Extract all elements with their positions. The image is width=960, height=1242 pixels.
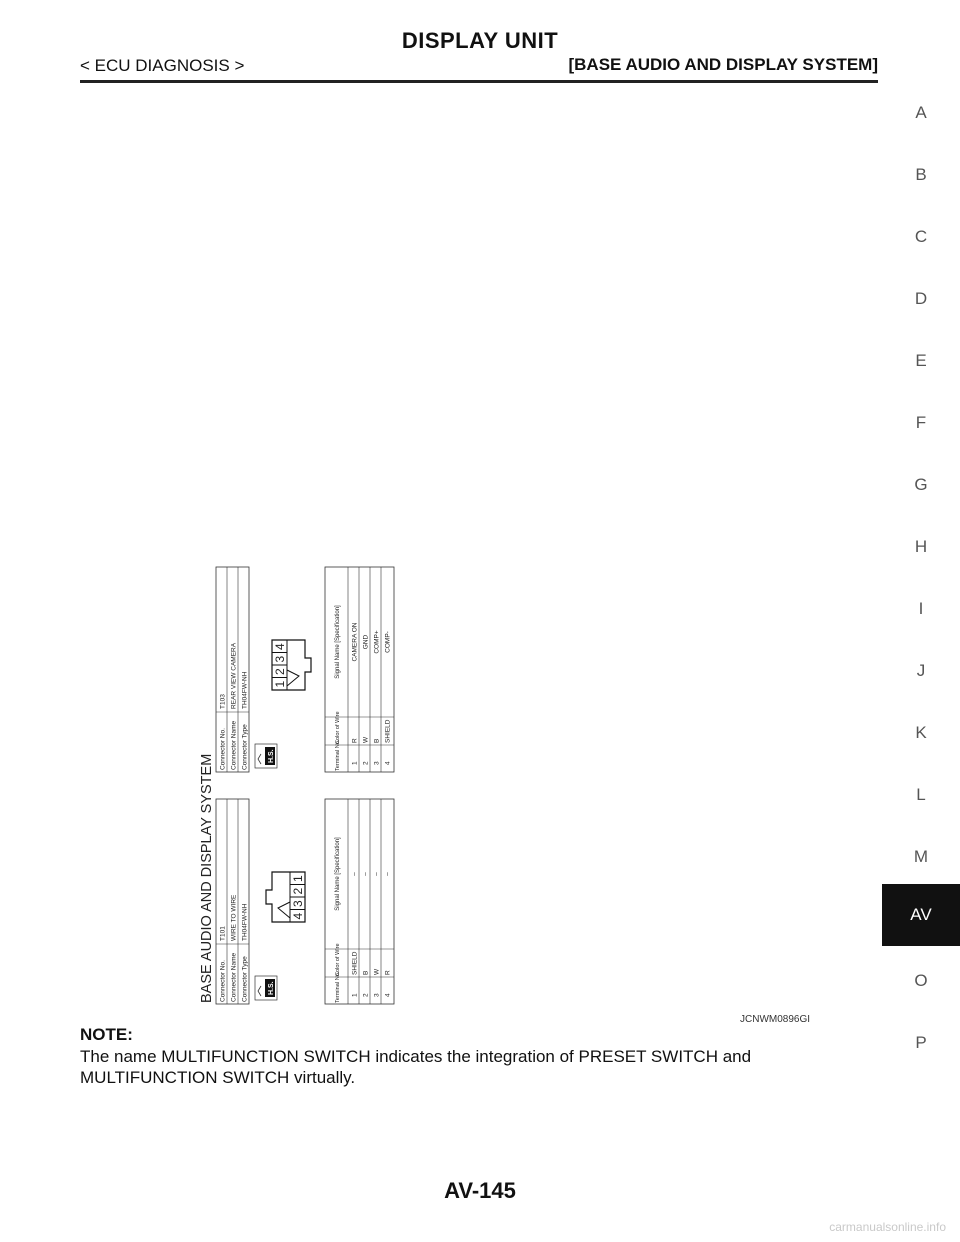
connector-no-label: Connector No. xyxy=(219,728,227,770)
pin-label: 4 xyxy=(273,643,287,650)
section-tab[interactable]: I xyxy=(918,599,924,618)
col-header-color: Color of Wire xyxy=(335,943,341,976)
row-signal: COMP+ xyxy=(373,630,381,654)
section-tab[interactable]: C xyxy=(914,227,928,246)
connector-no-label: Connector No. xyxy=(219,960,227,1002)
pin-label: 2 xyxy=(273,668,287,675)
terminal-table xyxy=(325,567,394,772)
row-terminal: 1 xyxy=(351,993,359,997)
row-signal: – xyxy=(362,872,370,876)
row-color: B xyxy=(373,738,381,743)
section-tab[interactable]: P xyxy=(915,1033,927,1052)
row-color: R xyxy=(351,738,359,743)
row-terminal: 2 xyxy=(362,993,370,997)
connector-block-t101 xyxy=(216,799,394,1004)
connector-name-value: WIRE TO WIRE xyxy=(230,894,238,941)
pin-label: 1 xyxy=(273,680,287,688)
section-tab[interactable]: K xyxy=(915,723,927,742)
row-signal: GND xyxy=(362,634,370,650)
row-signal: COMP- xyxy=(384,631,392,653)
connector-type-value: TH04FW-NH xyxy=(241,671,249,709)
col-header-terminal: Terminal No. xyxy=(335,739,341,771)
pin-label: 3 xyxy=(291,900,305,907)
col-header-terminal: Terminal No. xyxy=(335,971,341,1003)
connector-face xyxy=(266,872,305,922)
row-signal: – xyxy=(384,872,392,876)
connector-face xyxy=(272,640,311,690)
connector-name-value: REAR VIEW CAMERA xyxy=(230,642,238,709)
page-title: DISPLAY UNIT xyxy=(401,28,559,53)
connector-type-label: Connector Type xyxy=(241,956,249,1002)
hs-text: H.S. xyxy=(268,749,275,763)
connector-type-label: Connector Type xyxy=(241,724,249,770)
pin-label: 3 xyxy=(273,655,287,663)
row-terminal: 4 xyxy=(384,993,392,997)
note-label: NOTE: xyxy=(80,1025,133,1044)
connector-diagram xyxy=(195,565,395,1006)
row-color: W xyxy=(373,968,381,975)
row-color: SHIELD xyxy=(384,719,392,743)
diagram-system-title: BASE AUDIO AND DISPLAY SYSTEM xyxy=(199,753,215,1003)
row-signal: – xyxy=(373,872,381,876)
connector-name-label: Connector Name xyxy=(230,720,238,770)
row-signal: CAMERA ON xyxy=(351,622,359,662)
row-terminal: 4 xyxy=(384,761,392,765)
connector-no-value: T103 xyxy=(219,694,227,709)
row-terminal: 3 xyxy=(373,761,381,765)
connector-block-t103 xyxy=(216,567,394,772)
row-color: R xyxy=(384,970,392,975)
row-color: B xyxy=(362,970,370,975)
figure-id: JCNWM0896GI xyxy=(740,1014,811,1025)
connector-no-value: T101 xyxy=(219,926,227,941)
watermark: carmanualsonline.info xyxy=(829,1220,946,1234)
connector-name-label: Connector Name xyxy=(230,952,238,1002)
section-tab[interactable]: M xyxy=(913,847,929,866)
section-tab[interactable]: A xyxy=(915,103,927,122)
hs-badge xyxy=(255,976,277,1000)
hs-text: H.S. xyxy=(268,981,275,995)
section-tab[interactable]: F xyxy=(915,413,927,432)
row-color: SHIELD xyxy=(351,951,359,975)
section-tab[interactable]: B xyxy=(915,165,927,184)
row-signal: – xyxy=(351,872,359,876)
section-tab[interactable]: D xyxy=(914,289,928,308)
header-rule xyxy=(80,80,878,83)
pin-label: 1 xyxy=(291,875,305,882)
row-terminal: 1 xyxy=(351,761,359,765)
section-tab[interactable]: O xyxy=(914,971,928,990)
section-tab[interactable]: G xyxy=(914,475,928,494)
note-text: The name MULTIFUNCTION SWITCH indicates the integration of PRESET SWITCH and MULTIFUNCTION SWITCH virtually. xyxy=(80,1047,752,1087)
col-header-color: Color of Wire xyxy=(335,711,341,744)
section-tab[interactable]: E xyxy=(915,351,927,370)
system-label: [BASE AUDIO AND DISPLAY SYSTEM] xyxy=(568,55,878,74)
row-terminal: 3 xyxy=(373,993,381,997)
terminal-table xyxy=(325,799,394,1004)
section-tab[interactable]: H xyxy=(914,537,928,556)
hs-badge xyxy=(255,744,277,768)
row-color: W xyxy=(362,736,370,743)
pin-label: 2 xyxy=(291,887,305,895)
pin-label: 4 xyxy=(291,912,305,920)
connector-type-value: TH04FW-NH xyxy=(241,903,249,941)
section-tab-active[interactable]: AV xyxy=(882,884,960,946)
col-header-signal: Signal Name [Specification] xyxy=(335,605,341,679)
page-number: AV-145 xyxy=(444,1178,516,1203)
section-label: < ECU DIAGNOSIS > xyxy=(80,56,245,75)
section-tab[interactable]: L xyxy=(916,785,926,804)
col-header-signal: Signal Name [Specification] xyxy=(335,837,341,911)
section-tab[interactable]: J xyxy=(916,661,926,680)
row-terminal: 2 xyxy=(362,761,370,765)
